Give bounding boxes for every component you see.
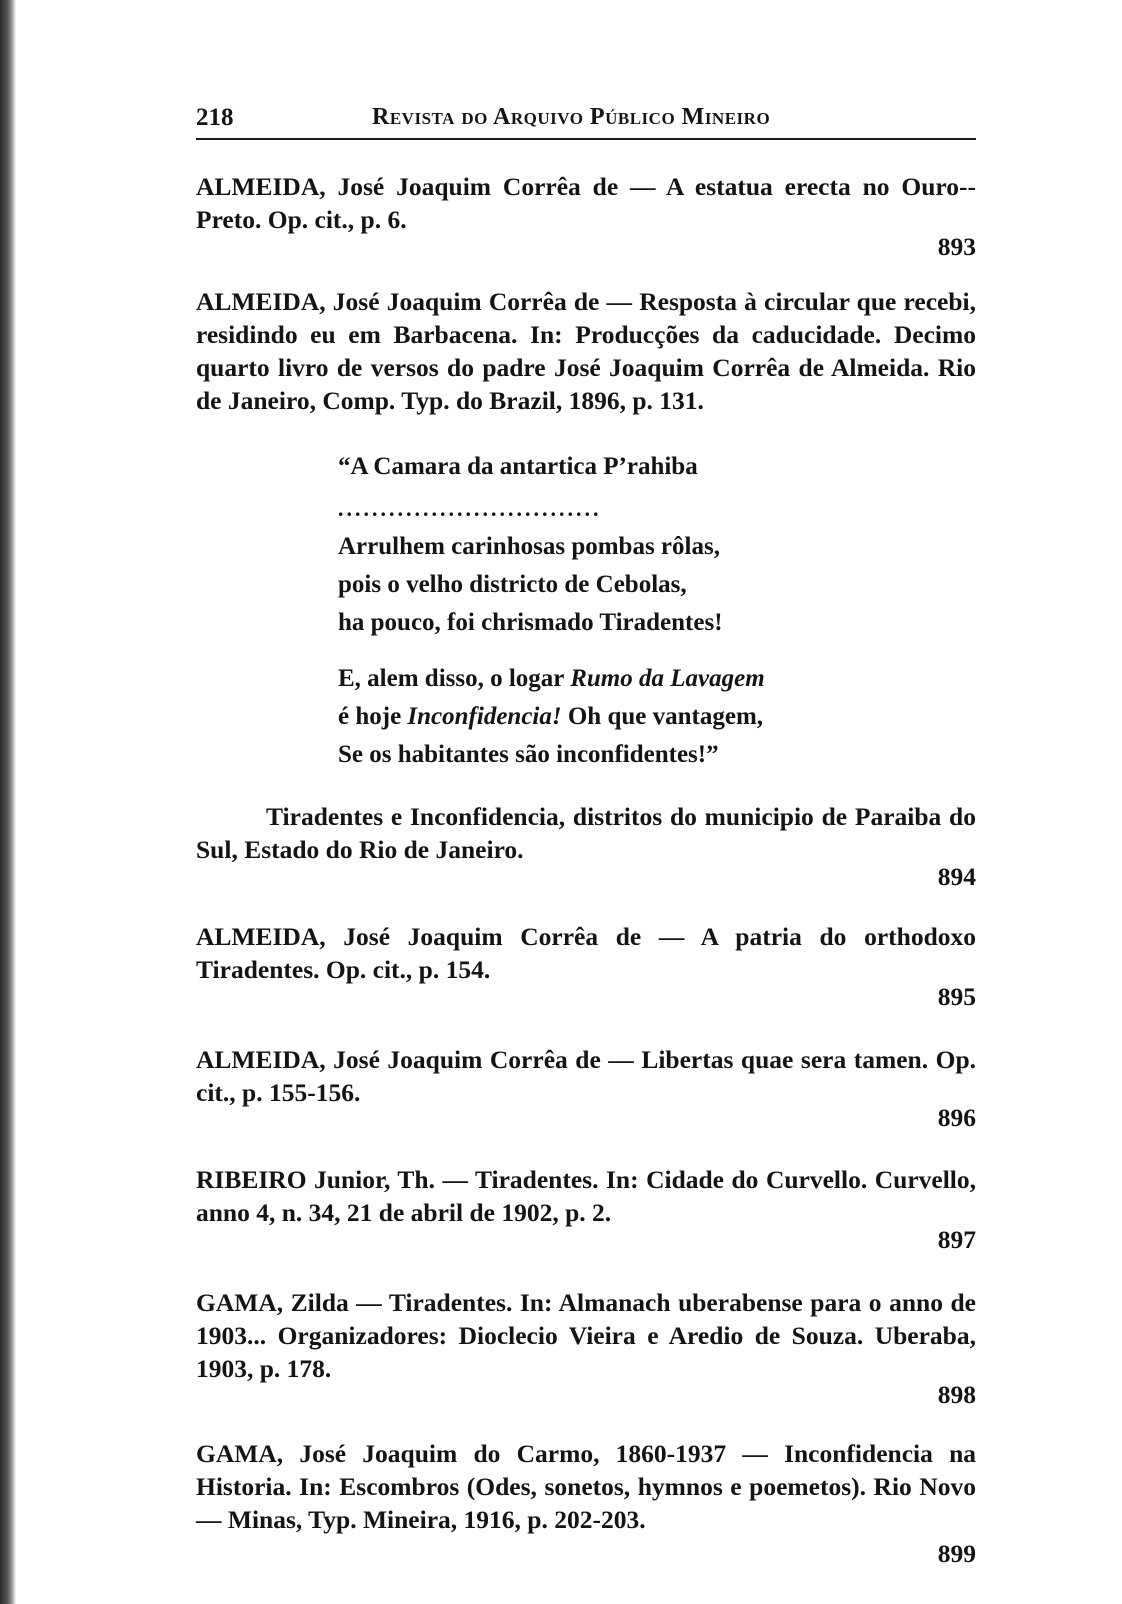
poem-text: E, alem disso, o logar [338,665,571,692]
bibliography-entry [196,1043,976,1132]
bibliography-entry [196,920,976,1011]
poem-text: é hoje [338,703,408,730]
entry-text: GAMA, José Joaquim do Carmo, 1860-1937 — Inconfidencia na Historia. In: Escombros (Odes, sonetos, hymnos e poemetos). Rio Novo — Minas, Typ. Mineira, 1916, p. 202-203. [196,1439,976,1534]
poem-italic-text: Rumo da Lavagem [570,665,765,692]
entry-number: 896 [937,1103,976,1132]
bibliography-entry [196,170,976,261]
poem-italic-text: Inconfidencia! [407,703,562,730]
explanatory-note [196,800,976,891]
entry-text: ALMEIDA, José Joaquim Corrêa de — A patria do orthodoxo Tiradentes. Op. cit., p. 154. [196,922,976,984]
poem-line: “A Camara da antartica P’rahiba [338,453,698,480]
poem-line: Arrulhem carinhosas pombas rôlas, [338,533,720,560]
entry-text: ALMEIDA, José Joaquim Corrêa de — A estatua erecta no Ouro--Preto. Op. cit., p. 6. [196,172,976,234]
bibliography-entry [196,285,976,417]
poem-text: Oh que vantagem, [561,703,764,730]
poem-line: pois o velho districto de Cebolas, [338,571,687,598]
ellipsis-dots: ............................... [338,496,602,521]
entry-text: GAMA, Zilda — Tiradentes. In: Almanach uberabense para o anno de 1903... Organizadores: Dioclecio Vieira e Aredio de Souza. Uberaba, 1903, p. 178. [196,1288,976,1383]
entry-number: 895 [937,982,976,1011]
entry-text: RIBEIRO Junior, Th. — Tiradentes. In: Cidade do Curvello. Curvello, anno 4, n. 34, 21 de abril de 1902, p. 2. [196,1165,976,1227]
entry-text: ALMEIDA, José Joaquim Corrêa de — Libertas quae sera tamen. Op. cit., p. 155-156. [196,1045,976,1107]
page-number: 218 [196,104,234,131]
poem-line [338,662,958,696]
journal-title: Revista do Arquivo Público Mineiro [372,104,771,130]
poem-line [338,700,958,734]
quoted-poem [338,450,958,772]
entry-number: 897 [937,1225,976,1254]
bibliography-entry [196,1286,976,1409]
entry-number: 894 [937,862,976,891]
note-text: Tiradentes e Inconfidencia, distritos do municipio de Paraiba do Sul, Estado do Rio de Janeiro. [196,802,976,864]
poem-line: ha pouco, foi chrismado Tiradentes! [338,609,723,636]
bibliography-entry [196,1437,976,1568]
poem-line: Se os habitantes são inconfidentes!” [338,741,719,768]
entry-number: 899 [937,1539,976,1568]
bibliography-entry [196,1163,976,1254]
running-header [196,98,976,140]
entry-text: ALMEIDA, José Joaquim Corrêa de — Resposta à circular que recebi, residindo eu em Barbacena. In: Producções da caducidade. Decimo quarto livro de versos do padre José Joaquim Corrêa de Almeida. Rio de Janeiro, Comp. Typ. do Brazil, 1896, p. 131. [196,287,976,415]
entry-number: 898 [937,1380,976,1409]
entry-number: 893 [937,232,976,261]
